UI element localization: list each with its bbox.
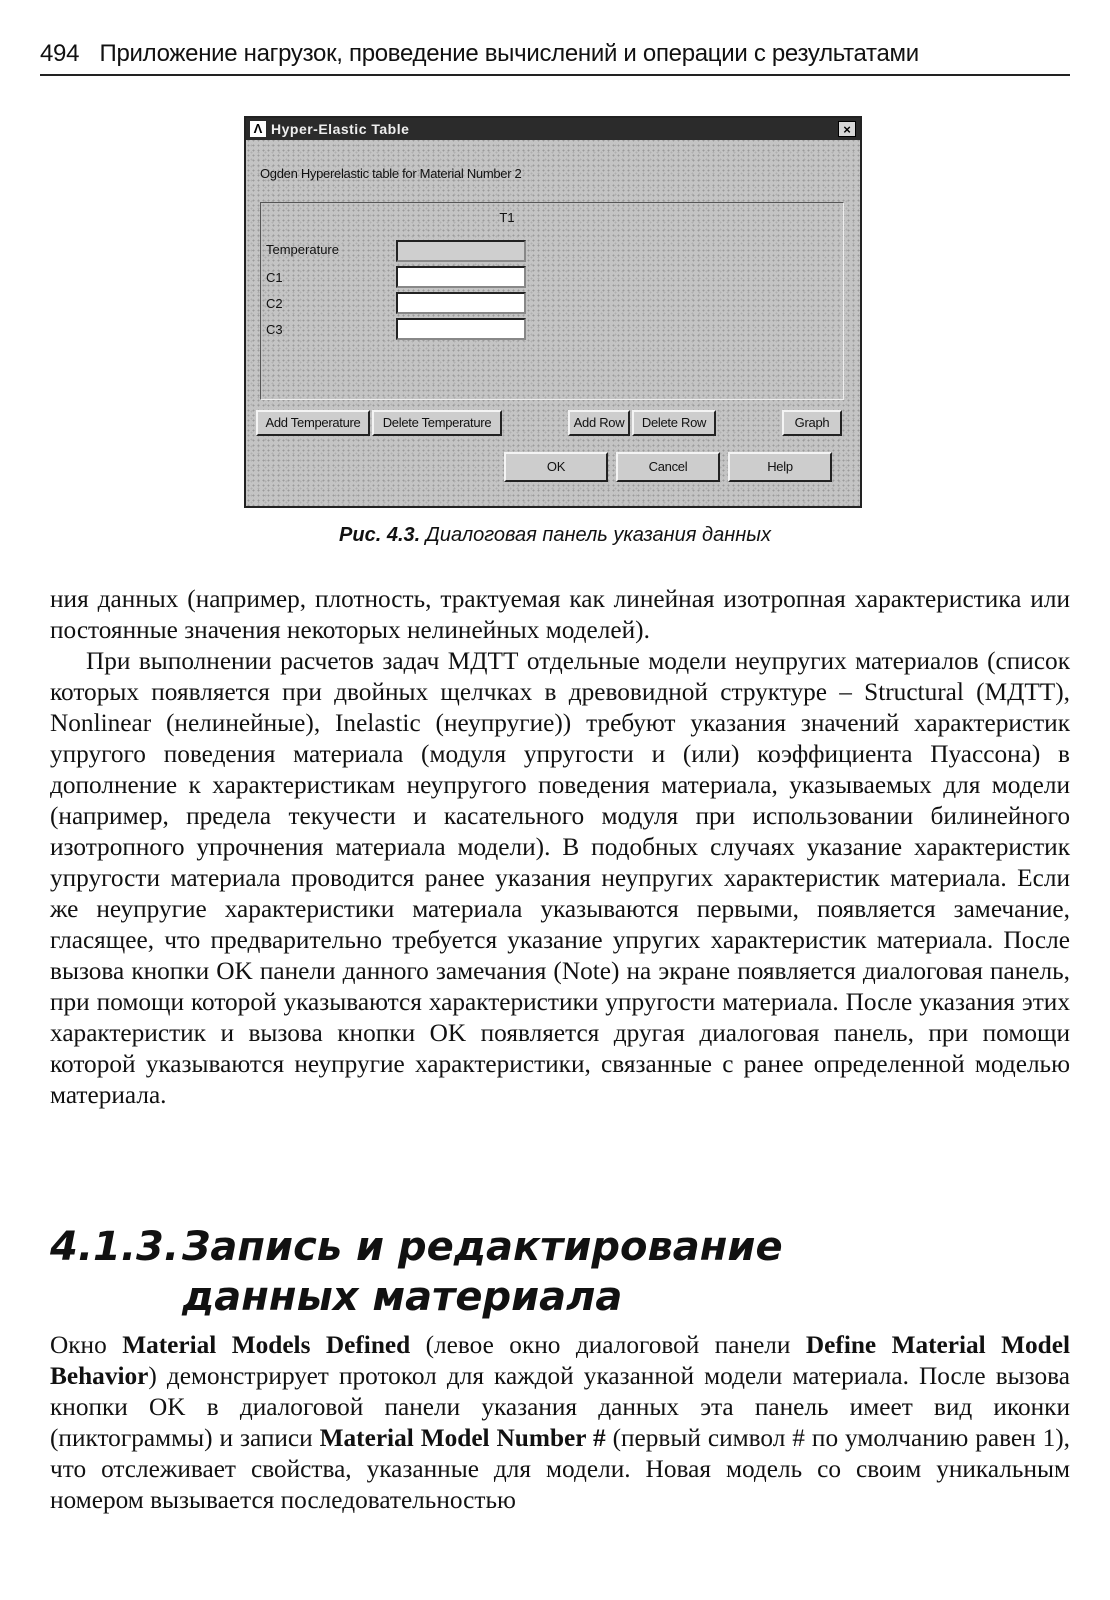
table-group	[260, 202, 844, 400]
row-label-c1: C1	[266, 270, 283, 285]
close-icon[interactable]: ×	[838, 121, 856, 137]
c1-input[interactable]	[396, 266, 526, 288]
graph-button[interactable]: Graph	[782, 410, 842, 436]
section-heading	[50, 1222, 783, 1322]
paragraph-1	[50, 584, 1070, 646]
hyper-elastic-dialog	[244, 116, 862, 508]
p3-bold-3: Material Model Number #	[319, 1424, 606, 1452]
paragraph-1-text: ния данных (например, плотность, трактуемая как линейная изотропная характеристика или постоянные значения некоторых нелинейных моделей).	[50, 585, 1070, 644]
section-title-line2: данных материала	[182, 1274, 623, 1320]
dialog-subtitle: Ogden Hyperelastic table for Material Number 2	[260, 166, 522, 181]
paragraph-2-text: При выполнении расчетов задач МДТТ отдельные модели неупругих материалов (список которых появляется при двойных щелчках в древовидной структуре – Structural (МДТТ), Nonlinear (нелинейные), Inelastic (неупругие)) требуют указания значений характеристик упругого поведения материала (модуля упругости и (или) коэффициента Пуассона) в дополнение к характеристикам неупругого поведения материала, указываемых для модели (например, предела текучести и касательного модуля при использовании билинейного изотропного упрочнения материала модели). В подобных случаях указание характеристик упругости материала проводится ранее указания неупругих характеристик материала. Если же неупругие характеристики материала указываются первыми, появляется замечание, гласящее, что предварительно требуется указание упругих характеристик материала. После вызова кнопки OK панели данного замечания (Note) на экране появляется диалоговая панель, при помощи которой указываются характеристики упругости материала. После указания этих характеристик и вызова кнопки OK появляется другая диалоговая панель, при помощи которой указываются неупругие характеристики, связанные с ранее определенной моделью материала.	[50, 647, 1070, 1109]
row-label-c2: C2	[266, 296, 283, 311]
page-number: 494	[40, 40, 80, 67]
figure-label: Рис. 4.3.	[339, 524, 421, 546]
add-temperature-button[interactable]: Add Temperature	[256, 410, 370, 436]
row-label-temperature: Temperature	[266, 242, 339, 257]
p3-text-4: (первый символ # по умолчанию равен 1), что отслеживает свойства, указанные для модели. Новая модель со своим уникальным номером вызывается последовательностью	[50, 1424, 1070, 1514]
running-title: Приложение нагрузок, проведение вычислений и операции с результатами	[99, 40, 919, 67]
p3-bold-1: Material Models Defined	[122, 1331, 411, 1359]
help-button[interactable]: Help	[728, 452, 832, 482]
column-header-t1: T1	[499, 210, 515, 225]
paragraph-3	[50, 1330, 1070, 1516]
delete-row-button[interactable]: Delete Row	[632, 410, 716, 436]
p3-text-2: (левое окно диалоговой панели	[410, 1331, 806, 1359]
add-row-button[interactable]: Add Row	[568, 410, 630, 436]
c2-input[interactable]	[396, 292, 526, 314]
cancel-button[interactable]: Cancel	[616, 452, 720, 482]
section-number: 4.1.3.	[50, 1224, 180, 1270]
dialog-title: Hyper-Elastic Table	[271, 121, 410, 137]
figure-caption-text: Диалоговая панель указания данных	[425, 524, 771, 546]
row-label-c3: C3	[266, 322, 283, 337]
section-title-line1: Запись и редактирование	[182, 1224, 783, 1270]
c3-input[interactable]	[396, 318, 526, 340]
dialog-titlebar	[246, 118, 860, 140]
figure-caption	[0, 524, 1110, 547]
ansys-logo-icon: Λ	[250, 121, 266, 137]
paragraph-2	[50, 646, 1070, 1111]
ok-button[interactable]: OK	[504, 452, 608, 482]
delete-temperature-button[interactable]: Delete Temperature	[372, 410, 502, 436]
p3-text-1: Окно	[50, 1331, 123, 1359]
paragraph-3-text	[50, 1330, 1070, 1516]
p3-bold-2: Define Material Model Behavior	[50, 1331, 1070, 1390]
p3-text-3: ) демонстрирует протокол для каждой указанной модели материала. После вызова кнопки OK в диалоговой панели указания данных эта панель имеет вид иконки (пиктограммы) и записи	[50, 1362, 1070, 1452]
temperature-input[interactable]	[396, 240, 526, 262]
page-header	[40, 40, 1070, 76]
